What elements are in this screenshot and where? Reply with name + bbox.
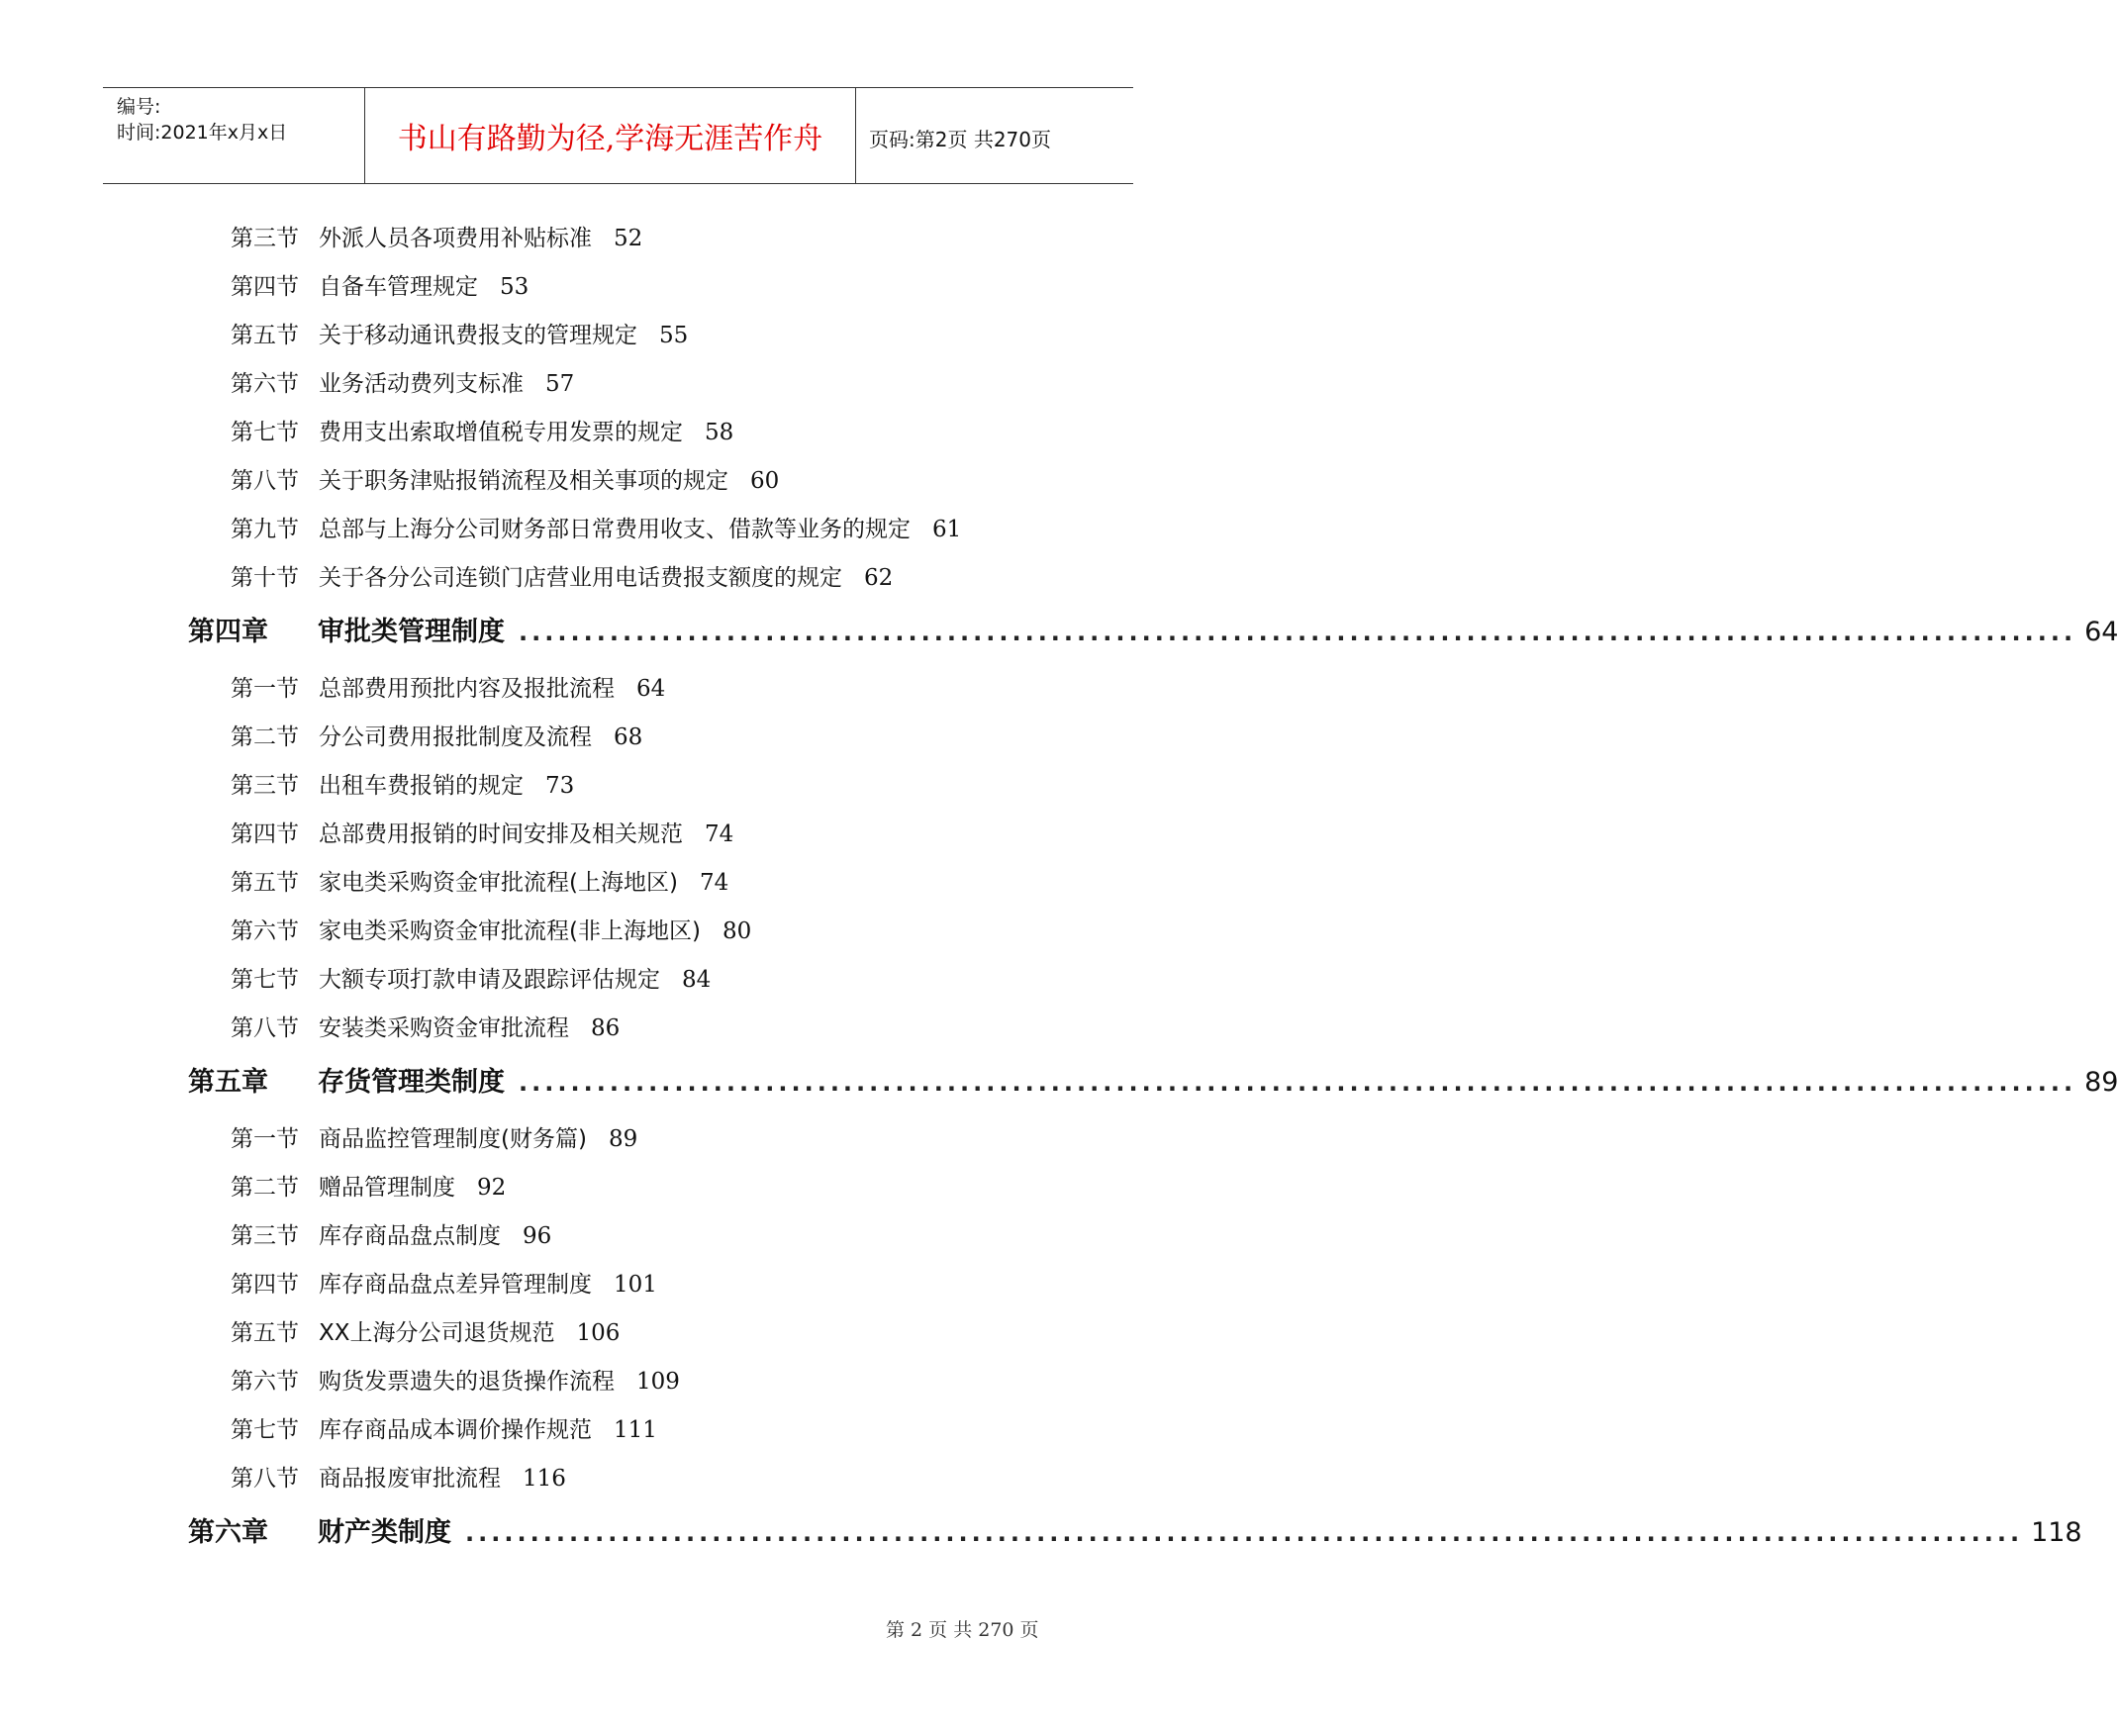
- section-page-number: 101: [614, 1272, 657, 1298]
- section-number: 第六节: [231, 1369, 299, 1395]
- toc-section-row: [231, 961, 711, 994]
- toc-chapter-row: [188, 610, 2118, 648]
- section-number: 第五节: [231, 870, 299, 896]
- header-motto: 书山有路勤为径,学海无涯苦作舟: [397, 122, 823, 156]
- section-number: 第二节: [231, 724, 299, 750]
- section-title: 自备车管理规定: [319, 274, 478, 300]
- section-number: 第六节: [231, 371, 299, 397]
- chapter-title: 财产类制度: [318, 1517, 451, 1548]
- section-title: 库存商品盘点制度: [319, 1223, 501, 1249]
- section-title: 关于移动通讯费报支的管理规定: [319, 323, 637, 348]
- section-number: 第八节: [231, 1466, 299, 1492]
- toc-section-row: [231, 1314, 620, 1347]
- toc-section-row: [231, 1217, 551, 1250]
- chapter-page-number: 89: [2084, 1067, 2118, 1098]
- section-page-number: 62: [864, 565, 894, 591]
- section-title: 库存商品成本调价操作规范: [319, 1417, 592, 1443]
- section-title: 家电类采购资金审批流程(上海地区): [319, 870, 678, 896]
- header-page-cell: [856, 88, 1133, 183]
- section-page-number: 111: [614, 1417, 657, 1443]
- toc-section-row: [231, 1460, 566, 1493]
- section-number: 第五节: [231, 1320, 299, 1346]
- section-number: 第八节: [231, 468, 299, 494]
- toc-section-row: [231, 816, 733, 848]
- section-page-number: 86: [591, 1015, 621, 1041]
- section-number: 第二节: [231, 1175, 299, 1201]
- section-number: 第三节: [231, 1223, 299, 1249]
- header-page-number: 页码:第2页 共270页: [869, 128, 1051, 151]
- toc-section-row: [231, 559, 893, 592]
- section-number: 第四节: [231, 274, 299, 300]
- section-title: 商品报废审批流程: [319, 1466, 501, 1492]
- section-number: 第一节: [231, 1126, 299, 1152]
- section-page-number: 84: [682, 967, 712, 993]
- section-title: 关于各分公司连锁门店营业用电话费报支额度的规定: [319, 565, 842, 591]
- header-motto-cell: [365, 88, 856, 183]
- toc-section-row: [231, 1010, 620, 1042]
- toc-section-row: [231, 864, 728, 897]
- section-title: 总部费用预批内容及报批流程: [319, 676, 615, 702]
- section-title: 赠品管理制度: [319, 1175, 455, 1201]
- toc-section-row: [231, 1411, 657, 1444]
- section-number: 第一节: [231, 676, 299, 702]
- toc-section-row: [231, 365, 574, 398]
- toc-section-row: [231, 1120, 637, 1153]
- section-title: 安装类采购资金审批流程: [319, 1015, 569, 1041]
- section-page-number: 92: [477, 1175, 507, 1201]
- section-title: 外派人员各项费用补贴标准: [319, 226, 592, 251]
- section-title: 分公司费用报批制度及流程: [319, 724, 592, 750]
- section-number: 第五节: [231, 323, 299, 348]
- toc-section-row: [231, 767, 574, 800]
- section-number: 第七节: [231, 967, 299, 993]
- section-page-number: 61: [932, 517, 962, 542]
- section-title: 家电类采购资金审批流程(非上海地区): [319, 918, 701, 944]
- page-header: [103, 87, 1133, 184]
- section-number: 第八节: [231, 1015, 299, 1041]
- chapter-number: 第四章: [188, 617, 268, 647]
- section-number: 第三节: [231, 226, 299, 251]
- section-number: 第六节: [231, 918, 299, 944]
- toc-section-row: [231, 1363, 680, 1396]
- toc-section-row: [231, 462, 779, 495]
- section-page-number: 74: [705, 821, 734, 847]
- section-title: 商品监控管理制度(财务篇): [319, 1126, 587, 1152]
- section-page-number: 52: [614, 226, 643, 251]
- section-title: 费用支出索取增值税专用发票的规定: [319, 420, 683, 445]
- toc-section-row: [231, 719, 642, 751]
- section-number: 第三节: [231, 773, 299, 799]
- section-title: 总部与上海分公司财务部日常费用收支、借款等业务的规定: [319, 517, 911, 542]
- section-title: XX上海分公司退货规范: [319, 1320, 555, 1346]
- section-number: 第十节: [231, 565, 299, 591]
- chapter-page-number: 118: [2031, 1517, 2082, 1548]
- toc-section-row: [231, 511, 961, 543]
- section-title: 业务活动费列支标准: [319, 371, 524, 397]
- toc-section-row: [231, 1169, 506, 1202]
- leader-dots: ........................................................................................................................: [519, 619, 2077, 646]
- section-page-number: 80: [722, 918, 752, 944]
- toc-section-row: [231, 268, 529, 301]
- section-number: 第四节: [231, 1272, 299, 1298]
- toc-section-row: [231, 670, 665, 703]
- section-title: 库存商品盘点差异管理制度: [319, 1272, 592, 1298]
- toc-chapter-row: [188, 1510, 2082, 1549]
- chapter-number: 第五章: [188, 1067, 268, 1098]
- toc-section-row: [231, 913, 751, 945]
- section-page-number: 68: [614, 724, 643, 750]
- section-page-number: 89: [608, 1126, 638, 1152]
- toc-section-row: [231, 220, 642, 252]
- document-time-label: 时间:2021年x月x日: [117, 122, 288, 144]
- chapter-page-number: 64: [2084, 617, 2118, 647]
- section-number: 第七节: [231, 420, 299, 445]
- toc-section-row: [231, 317, 688, 349]
- section-number: 第四节: [231, 821, 299, 847]
- chapter-title: 存货管理类制度: [318, 1067, 505, 1098]
- document-number-label: 编号:: [117, 96, 161, 118]
- section-page-number: 74: [699, 870, 729, 896]
- page-footer: 第 2 页 共 270 页: [886, 1619, 1039, 1641]
- section-number: 第七节: [231, 1417, 299, 1443]
- section-page-number: 55: [659, 323, 689, 348]
- section-page-number: 57: [545, 371, 575, 397]
- section-page-number: 58: [705, 420, 734, 445]
- toc-section-row: [231, 1266, 657, 1299]
- toc-section-row: [231, 414, 733, 446]
- section-page-number: 96: [523, 1223, 552, 1249]
- leader-dots: ........................................................................................................................: [465, 1519, 2024, 1547]
- section-page-number: 60: [750, 468, 780, 494]
- section-page-number: 106: [576, 1320, 621, 1346]
- chapter-number: 第六章: [188, 1517, 268, 1548]
- section-title: 大额专项打款申请及跟踪评估规定: [319, 967, 660, 993]
- leader-dots: ........................................................................................................................: [519, 1069, 2077, 1097]
- header-info-cell: [103, 88, 365, 183]
- section-page-number: 116: [523, 1466, 566, 1492]
- section-page-number: 64: [636, 676, 666, 702]
- section-page-number: 53: [500, 274, 530, 300]
- section-title: 总部费用报销的时间安排及相关规范: [319, 821, 683, 847]
- section-title: 关于职务津贴报销流程及相关事项的规定: [319, 468, 728, 494]
- toc-chapter-row: [188, 1060, 2118, 1099]
- section-title: 出租车费报销的规定: [319, 773, 524, 799]
- chapter-title: 审批类管理制度: [318, 617, 505, 647]
- section-page-number: 109: [636, 1369, 680, 1395]
- section-title: 购货发票遗失的退货操作流程: [319, 1369, 615, 1395]
- section-number: 第九节: [231, 517, 299, 542]
- section-page-number: 73: [545, 773, 575, 799]
